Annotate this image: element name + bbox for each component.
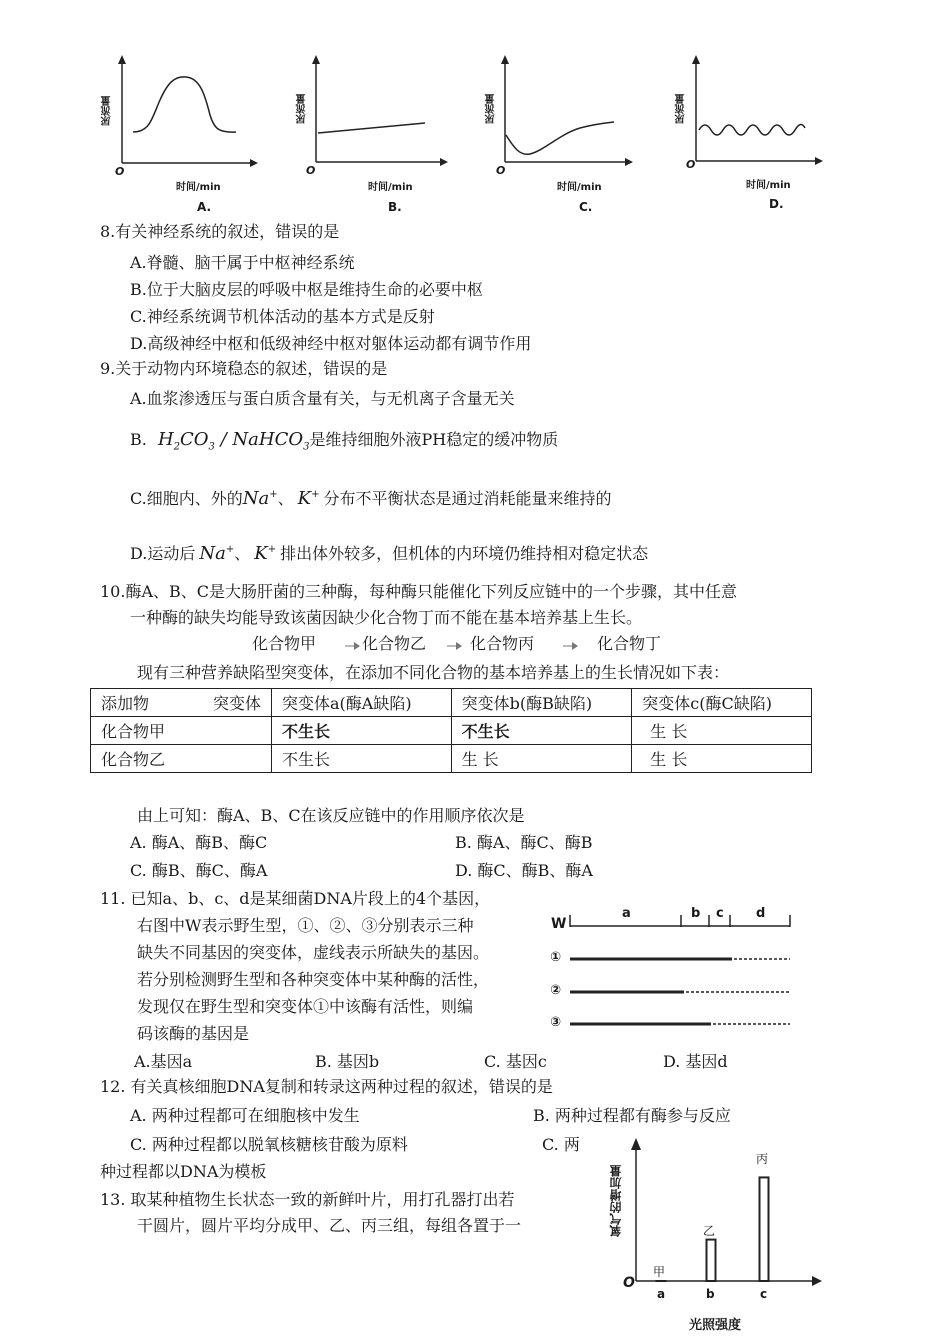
graph-d-origin: O [686,158,696,171]
graph-a-ylabel: 尿流量 [102,96,113,126]
q11-line2: 右图中W表示野生型，①、②、③分别表示三种 [137,916,474,935]
graph-a-origin: O [115,165,125,178]
q9-option-a: A.血浆渗透压与蛋白质含量有关，与无机离子含量无关 [130,389,515,408]
q9-b-formula: $H_2CO_3$ / NaHCO$_3$ [157,429,310,453]
chain-compound-2: 化合物乙 [362,634,427,653]
q9-c-suffix: 分布不平衡状态是通过消耗能量来维持的 [323,489,612,508]
gene-label-d: d [756,906,766,921]
q9-c-k: K+ [297,488,320,509]
bar-label-yi: 乙 [703,1224,716,1238]
chart-xlabel: 光照强度 [689,1318,742,1333]
chart-ylabel: 氧气的增加量 [609,1165,623,1237]
graph-b-caption: B. [388,200,402,214]
graph-a-caption: A. [197,200,212,214]
graph-a-xlabel: 时间/min [176,182,221,193]
graph-c-origin: O [496,164,506,177]
chart-x-arrow [812,1276,822,1286]
q8-option-a: A.脊髓、脑干属于中枢神经系统 [130,253,355,272]
q9-c-sep: 、 [277,489,294,508]
q9-d-sep: 、 [234,544,251,563]
bar-b [707,1240,716,1281]
q12-stem: 12. 有关真核细胞DNA复制和转录这两种过程的叙述，错误的是 [100,1077,553,1096]
q12-option-b: B. 两种过程都有酶参与反应 [533,1106,731,1125]
q12-option-d-part1: C. 两 [542,1135,580,1154]
q8-stem: 8.有关神经系统的叙述，错误的是 [100,222,340,241]
q12-option-a: A. 两种过程都可在细胞核中发生 [130,1106,360,1125]
graph-b-origin: O [306,164,316,177]
q9-b-suffix: 是维持细胞外液PH稳定的缓冲物质 [309,430,559,449]
tick-label-b: b [706,1287,715,1301]
q11-option-b: B. 基因b [315,1052,380,1071]
q11-line6: 码该酶的基因是 [137,1024,250,1043]
row-label-3: ③ [550,1015,562,1030]
q9-c-na: Na+ [242,488,278,509]
chain-compound-3: 化合物丙 [470,634,535,653]
graph-d-caption: D. [769,197,784,211]
q11-line4: 若分别检测野生型和各种突变体中某种酶的活性， [137,970,490,989]
q8-option-d: D.高级神经中枢和低级神经中枢对躯体运动都有调节作用 [130,334,532,353]
q13-line2: 干圆片，圆片平均分成甲、乙、丙三组，每组各置于一 [137,1216,522,1235]
q9-d-suffix: 排出体外较多，但机体的内环境仍维持相对稳定状态 [280,544,649,563]
row-label-1: ① [550,950,562,965]
q12-option-d-part2: 种过程都以DNA为模板 [100,1162,267,1181]
q10-option-c: C. 酶B、酶C、酶A [130,861,268,880]
graph-b-xlabel: 时间/min [368,182,413,193]
q11-line1: 11. 已知a、b、c、d是某细菌DNA片段上的4个基因， [100,889,491,908]
row-label-w: W [551,916,567,932]
q11-option-a: A.基因a [134,1052,193,1071]
bar-c [760,1177,769,1281]
chart-y-arrow [631,1138,641,1150]
q10-option-d: D. 酶C、酶B、酶A [455,861,593,880]
gene-label-a: a [622,906,631,921]
q9-d-prefix: D.运动后 [130,544,196,563]
q11-option-c: C. 基因c [484,1052,547,1071]
graph-b-ylabel: 尿流量 [297,94,308,124]
chain-compound-4: 化合物丁 [597,634,662,653]
header-mutant-c: 突变体c(酶C缺陷) [632,689,812,717]
header-additive: 添加物 [101,694,150,713]
q10-stem-line1: 10.酶A、B、C是大肠肝菌的三种酶，每种酶只能催化下列反应链中的一个步骤，其中任意 [100,582,738,601]
q10-table-intro: 现有三种营养缺陷型突变体，在添加不同化合物的基本培养基上的生长情况如下表： [137,663,730,682]
graph-d-xlabel: 时间/min [746,180,791,191]
tick-label-a: a [657,1287,666,1301]
bar-label-jia: 甲 [653,1265,666,1279]
q9-stem: 9.关于动物内环境稳态的叙述，错误的是 [100,359,388,378]
q9-b-prefix: B. [130,430,147,449]
q10-conclusion: 由上可知：酶A、B、C在该反应链中的作用顺序依次是 [137,806,525,825]
q11-line3: 缺失不同基因的突变体，虚线表示所缺失的基因。 [137,943,490,962]
graph-c-xlabel: 时间/min [557,182,602,193]
row2-mutant-b: 生 长 [451,745,632,773]
q12-option-c: C. 两种过程都以脱氧核糖核苷酸为原料 [130,1135,408,1154]
q13-line1: 13. 取某种植物生长状态一致的新鲜叶片，用打孔器打出若 [100,1190,515,1209]
gene-label-c: c [716,906,724,921]
row1-mutant-b: 不生长 [451,717,632,745]
header-mutant: 突变体 [212,694,261,713]
row1-additive: 化合物甲 [91,717,272,745]
row2-mutant-c: 生 长 [632,745,812,773]
chart-origin: O [623,1275,635,1291]
q11-line5: 发现仅在野生型和突变体①中该酶有活性，则编 [137,997,474,1016]
q9-d-na: Na+ [199,543,235,564]
graph-c-caption: C. [579,200,593,214]
row1-mutant-c: 生 长 [632,717,812,745]
tick-label-c: c [760,1287,768,1301]
q8-option-b: B.位于大脑皮层的呼吸中枢是维持生命的必要中枢 [130,280,483,299]
bar-label-bing: 丙 [756,1152,769,1166]
gene-label-b: b [691,906,701,921]
chain-compound-1: 化合物甲 [252,634,317,653]
header-mutant-b: 突变体b(酶B缺陷) [451,689,632,717]
row2-additive: 化合物乙 [91,745,272,773]
header-mutant-a: 突变体a(酶A缺陷) [272,689,452,717]
q8-option-c: C.神经系统调节机体活动的基本方式是反射 [130,307,435,326]
graph-d-ylabel: 尿流量 [676,94,687,124]
q11-option-d: D. 基因d [663,1052,728,1071]
q9-d-k: K+ [254,543,277,564]
row2-mutant-a: 不生长 [272,745,452,773]
row-label-2: ② [550,983,562,998]
q10-option-a: A. 酶A、酶B、酶C [130,833,268,852]
row1-mutant-a: 不生长 [272,717,452,745]
graph-c-ylabel: 尿流量 [486,94,497,124]
q10-stem-line2: 一种酶的缺失均能导致该菌因缺少化合物丁而不能在基本培养基上生长。 [130,608,643,627]
q10-option-b: B. 酶A、酶C、酶B [455,833,593,852]
q9-c-prefix: C.细胞内、外的 [130,489,243,508]
